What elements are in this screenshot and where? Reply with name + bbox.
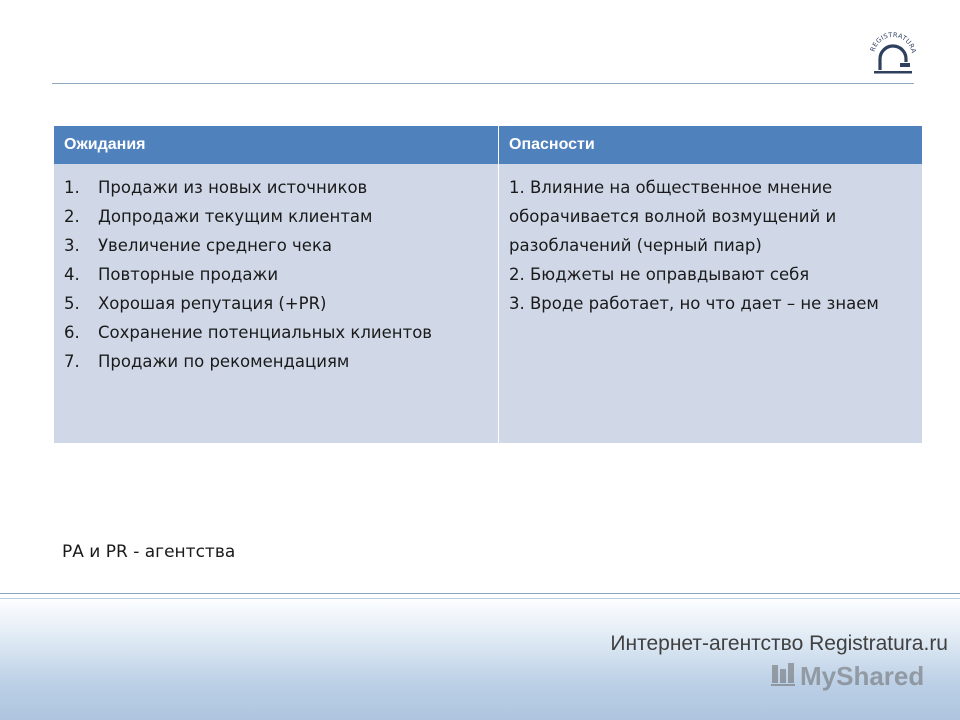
list-item: 1. Продажи из новых источников — [64, 178, 368, 197]
footer-divider — [0, 593, 960, 594]
list-item: 5. Хорошая репутация (+PR) — [64, 294, 327, 313]
header-expectations: Ожидания — [54, 126, 499, 164]
footer-divider-secondary — [0, 598, 960, 599]
header-divider — [52, 83, 914, 84]
risk-item: 2. Бюджеты не оправдывают себя — [509, 265, 810, 284]
agency-name: Интернет-агентство Registratura.ru — [610, 632, 948, 655]
list-item: 7. Продажи по рекомендациям — [64, 352, 350, 371]
footer-band — [0, 596, 960, 720]
expectations-risks-table — [54, 126, 922, 443]
myshared-text: MyShared — [800, 660, 925, 691]
risk-item: 3. Вроде работает, но что дает – не знаем — [509, 294, 879, 313]
risk-item: 1. Влияние на общественное мнение оборачивается волной возмущений и разоблачений (черный пиар) — [509, 178, 837, 255]
risks-cell — [499, 164, 923, 443]
slide-caption: РА и PR - агентства — [62, 542, 236, 562]
registratura-logo-icon — [866, 26, 920, 80]
list-item: 3. Увеличение среднего чека — [64, 236, 333, 255]
myshared-watermark — [770, 660, 924, 692]
myshared-logo-icon — [770, 661, 796, 691]
list-item: 2. Допродажи текущим клиентам — [64, 207, 373, 226]
list-item: 4. Повторные продажи — [64, 265, 279, 284]
expectations-cell — [54, 164, 499, 443]
header-risks: Опасности — [499, 126, 923, 164]
svg-text:REGISTRATURA: REGISTRATURA — [868, 30, 918, 55]
list-item: 6. Сохранение потенциальных клиентов — [64, 323, 433, 342]
benefits-list — [64, 173, 490, 376]
